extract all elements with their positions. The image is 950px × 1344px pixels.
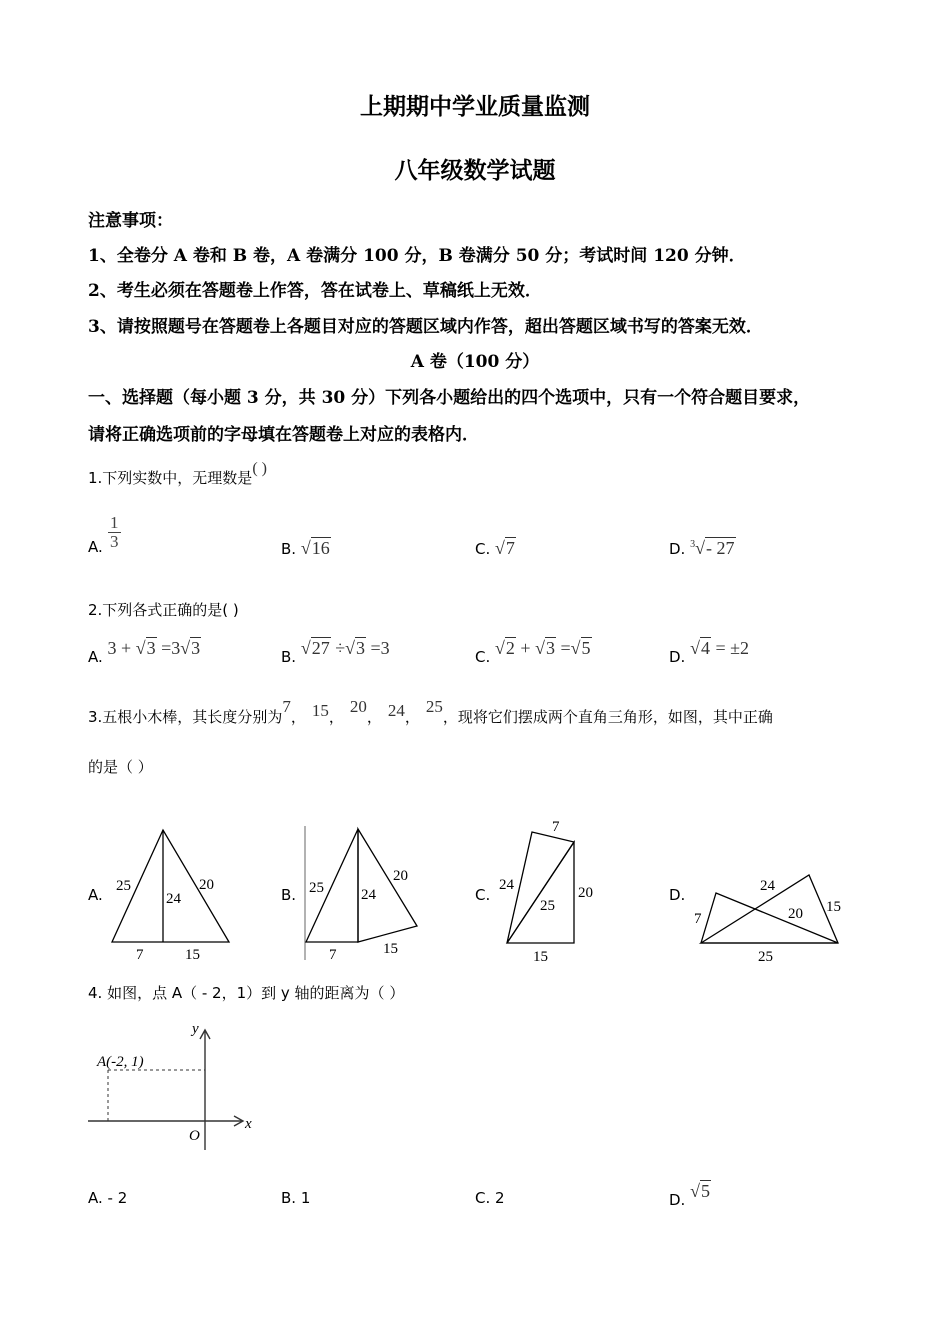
- q1-option-a-label: A.: [88, 538, 103, 556]
- radicand: - 27: [706, 538, 735, 558]
- figure-d-label-15: 15: [826, 899, 841, 915]
- separator: ，: [404, 708, 420, 726]
- figure-b-label-15: 15: [383, 941, 398, 957]
- length-value: 7: [282, 697, 291, 716]
- page-subtitle: 八年级数学试题: [394, 157, 556, 184]
- page-title: 上期期中学业质量监测: [360, 93, 590, 120]
- q4-option-a[interactable]: A. - 2: [88, 1189, 128, 1207]
- q2-option-a-label: A.: [88, 648, 103, 666]
- q3-option-c[interactable]: C.: [475, 886, 491, 904]
- cube-root-expression: $^3$√- 27: [690, 538, 735, 558]
- figure-c-label-20: 20: [578, 885, 593, 901]
- figure-c-label-7: 7: [552, 819, 560, 835]
- q2-option-c-expression: √2 + √3 =√5: [495, 638, 591, 658]
- expr-part: ÷: [330, 638, 346, 658]
- q4-option-d[interactable]: [669, 1181, 711, 1210]
- figure-a-label-15: 15: [185, 947, 200, 963]
- length-value: 24: [387, 701, 405, 720]
- q1-stem-text: 1.下列实数中，无理数是: [88, 469, 253, 487]
- separator: ，: [290, 708, 306, 726]
- notes-heading: 注意事项：: [88, 211, 173, 231]
- expr-part: +: [515, 638, 536, 658]
- part-instructions-line2: 请将正确选项前的字母填在答题卷上对应的表格内．: [88, 425, 479, 445]
- q1-option-d-label: D.: [669, 540, 686, 558]
- q4-stem: 4. 如图，点 A（ - 2，1）到 y 轴的距离为（ ）: [88, 984, 405, 1002]
- separator: ，: [366, 708, 382, 726]
- q3-stem-text-end: ，现将它们摆成两个直角三角形，如图，其中正确: [442, 708, 773, 726]
- radicand: 5: [581, 638, 591, 658]
- length-value: 25: [425, 697, 443, 716]
- sqrt-expression: √16: [300, 538, 330, 558]
- q3-option-b[interactable]: B.: [281, 886, 297, 904]
- figure-c-upper-triangle: [507, 832, 574, 943]
- length-value: 20: [349, 697, 367, 716]
- q2-stem: 2.下列各式正确的是( ): [88, 601, 239, 619]
- radicand: 4: [701, 638, 710, 658]
- q4-option-b[interactable]: B. 1: [281, 1189, 311, 1207]
- radicand: 7: [505, 538, 515, 558]
- q3-option-d[interactable]: D.: [669, 886, 686, 904]
- figure-c-lower-triangle: [507, 842, 574, 943]
- figure-b-right-triangle: [358, 829, 417, 942]
- q2-option-d-expression: √4 = ±2: [690, 638, 750, 658]
- sqrt-expression: √7: [495, 538, 515, 558]
- radicand: 3: [146, 638, 156, 658]
- part-instructions-line1: 一、选择题（每小题 3 分，共 30 分）下列各小题给出的四个选项中，只有一个符合题目要求，: [88, 388, 811, 408]
- radicand: 27: [311, 638, 330, 658]
- radicand: 5: [701, 1181, 710, 1201]
- figure-a-label-7: 7: [136, 947, 144, 963]
- q3-option-a[interactable]: A.: [88, 886, 103, 904]
- q4-option-c[interactable]: C. 2: [475, 1189, 505, 1207]
- q1-option-c-label: C.: [475, 540, 491, 558]
- q1-option-b-label: B.: [281, 540, 297, 558]
- figure-b-label-7: 7: [329, 947, 337, 963]
- sqrt-expression: √5: [690, 1181, 710, 1201]
- figure-a-label-25: 25: [116, 878, 131, 894]
- y-axis-label: y: [192, 1021, 199, 1037]
- figure-b-label-24: 24: [361, 887, 376, 903]
- q4-option-d-label: D.: [669, 1191, 686, 1209]
- q3-stem-line2: 的是（ ）: [88, 758, 153, 776]
- q2-option-b-label: B.: [281, 648, 297, 666]
- expr-part: =3: [156, 638, 181, 658]
- expr-part: =: [555, 638, 571, 658]
- volume-heading: A 卷（100 分）: [410, 352, 540, 372]
- fraction-denominator: 3: [110, 532, 119, 551]
- q2-option-a-expression: 3 + √3 =3√3: [107, 638, 201, 658]
- q4-coordinate-figure: [88, 1030, 243, 1150]
- radicand: 3: [191, 638, 201, 658]
- figure-c: [507, 832, 574, 943]
- figure-a-label-24: 24: [166, 891, 181, 907]
- q1-paren: ( ): [252, 460, 267, 477]
- separator: ，: [328, 708, 344, 726]
- radicand: 16: [311, 538, 330, 558]
- q2-option-c-label: C.: [475, 648, 491, 666]
- radicand: 2: [505, 638, 515, 658]
- q3-stem-text: 3.五根小木棒，其长度分别为: [88, 708, 283, 726]
- q2-option-d-label: D.: [669, 648, 686, 666]
- figure-b-label-20: 20: [393, 868, 408, 884]
- figure-c-label-24: 24: [499, 877, 514, 893]
- q2-option-b-expression: √27 ÷√3 =3: [300, 638, 390, 658]
- figure-d-label-7: 7: [694, 911, 702, 927]
- expr-part: = ±2: [711, 638, 750, 658]
- origin-label: O: [189, 1128, 200, 1144]
- note-item-1: 1、全卷分 A 卷和 B 卷，A 卷满分 100 分，B 卷满分 50 分；考试时间 120 分钟．: [88, 246, 746, 266]
- figure-d-label-20: 20: [788, 906, 803, 922]
- figure-c-label-25: 25: [540, 898, 555, 914]
- x-axis-label: x: [245, 1116, 252, 1132]
- radicand: 3: [356, 638, 366, 658]
- expr-part: =3: [366, 638, 390, 658]
- figure-d-label-24: 24: [760, 878, 775, 894]
- root-index: 3: [690, 539, 696, 550]
- figure-a-label-20: 20: [199, 877, 214, 893]
- note-item-2: 2、考生必须在答题卷上作答，答在试卷上、草稿纸上无效．: [88, 281, 542, 301]
- length-value: 15: [311, 701, 329, 720]
- point-a-label: A(-2, 1): [97, 1054, 144, 1070]
- figure-d-label-25: 25: [758, 949, 773, 965]
- note-item-3: 3、请按照题号在答题卷上各题目对应的答题区域内作答，超出答题区域书写的答案无效．: [88, 317, 763, 337]
- expr-part: 3 +: [107, 638, 136, 658]
- fraction-numerator: 1: [110, 513, 119, 532]
- figure-b-label-25: 25: [309, 880, 324, 896]
- figure-c-label-15: 15: [533, 949, 548, 965]
- radicand: 3: [545, 638, 555, 658]
